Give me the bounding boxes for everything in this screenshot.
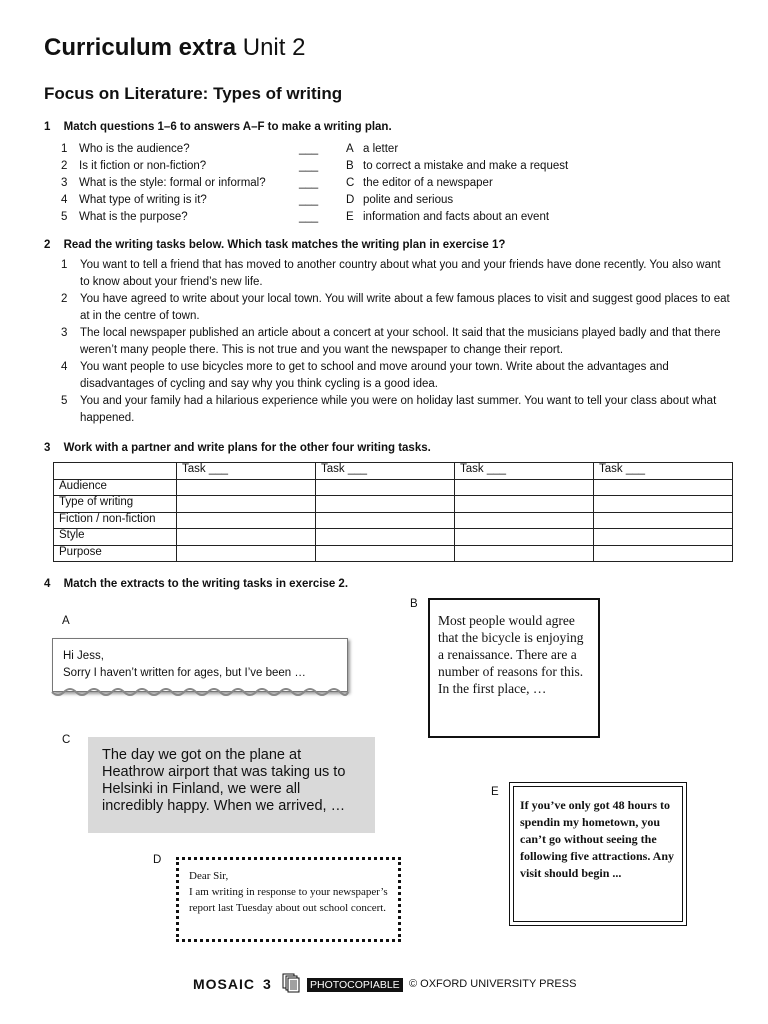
extract-c-box: The day we got on the plane at Heathrow airport that was taking us to Helsinki in Finland, we were all incredibly happy. When we arrived, … [88,737,375,833]
extract-e-label: E [491,786,499,798]
table-row [54,545,733,562]
exercise1-instruction: Match questions 1–6 to answers A–F to make a writing plan. [63,121,392,133]
publisher-credit: © OXFORD UNIVERSITY PRESS [409,978,577,990]
task-item [61,257,731,291]
table-cell[interactable] [177,545,316,562]
exercise1-list [61,141,681,226]
table-cell[interactable] [455,496,594,513]
task-item [61,359,731,393]
table-cell[interactable] [594,479,733,496]
task-number: 2 [61,293,68,305]
answer-letter: C [346,177,355,189]
task-text: The local newspaper published an article about a concert at your school. It said that the musicians played badly and that there weren’t many people there. This is not true and you want the newspaper to change their report. [80,327,721,356]
extract-a-line1: Hi Jess, [63,650,104,662]
extract-b-label: B [410,598,418,610]
table-cell[interactable] [316,529,455,546]
answer-blank[interactable]: ___ [299,143,319,155]
table-row [54,496,733,513]
exercise3-heading [44,442,431,454]
answer-text: information and facts about an event [363,211,550,223]
question-text: Who is the audience? [79,143,190,155]
extract-b-box: Most people would agree that the bicycle is enjoying a renaissance. There are a number of reasons for this. In the first place, … [428,598,600,738]
exercise2-instruction: Read the writing tasks below. Which task matches the writing plan in exercise 1? [63,239,506,251]
table-corner-cell [54,463,177,480]
brand-level: 3 [263,976,271,992]
question-number: 2 [61,160,68,172]
exercise3-instruction: Work with a partner and write plans for the other four writing tasks. [63,442,431,454]
exercise4-number: 4 [44,578,51,590]
exercise4-heading [44,578,348,590]
table-row [54,529,733,546]
writing-plan-table [53,462,733,562]
extract-d-box [176,857,401,942]
extract-d-line1: Dear Sir, [189,870,229,882]
page-subtitle: Focus on Literature: Types of writing [44,84,343,103]
row-label: Type of writing [54,496,177,513]
exercise4-instruction: Match the extracts to the writing tasks in exercise 2. [63,578,349,590]
table-cell[interactable] [177,479,316,496]
extract-e-box [509,782,687,926]
exercise1-row [61,141,681,158]
brand-name: MOSAIC [193,976,255,992]
answer-blank[interactable]: ___ [299,160,319,172]
title-bold: Curriculum extra [44,34,237,61]
exercise1-row [61,192,681,209]
extract-c-label: C [62,734,71,746]
table-cell[interactable] [316,496,455,513]
task-text: You have agreed to write about your local town. You will write about a few famous places to visit and suggest good places to eat at in the centre of town. [80,293,730,322]
extract-e-text: If you’ve only got 48 hours to spendin my hometown, you can’t go without seeing the following five attractions. Any visit should begin ... [513,786,683,922]
task-item [61,325,731,359]
answer-blank[interactable]: ___ [299,177,319,189]
table-cell[interactable] [177,512,316,529]
torn-edge-decoration [50,688,350,700]
table-header-cell[interactable]: Task ___ [455,463,594,480]
exercise2-list [61,257,731,427]
answer-letter: E [346,211,354,223]
task-item [61,393,731,427]
table-cell[interactable] [316,512,455,529]
row-label: Audience [54,479,177,496]
exercise2-number: 2 [44,239,51,251]
answer-text: a letter [363,143,399,155]
extract-a-line2: Sorry I haven’t written for ages, but I’ve been … [63,667,306,679]
question-number: 5 [61,211,68,223]
exercise1-row [61,158,681,175]
question-number: 1 [61,143,68,155]
answer-blank[interactable]: ___ [299,194,319,206]
answer-blank[interactable]: ___ [299,211,319,223]
question-number: 3 [61,177,68,189]
answer-letter: A [346,143,354,155]
question-number: 4 [61,194,68,206]
extract-d-line2: I am writing in response to your newspaper’s report last Tuesday about out school concert. [189,886,388,914]
task-text: You and your family had a hilarious experience while you were on holiday last summer. You want to tell your class about what happened. [80,395,717,424]
table-cell[interactable] [455,529,594,546]
row-label: Purpose [54,545,177,562]
table-cell[interactable] [455,512,594,529]
table-row [54,479,733,496]
table-cell[interactable] [177,529,316,546]
extract-a-box [52,638,348,692]
answer-text: to correct a mistake and make a request [363,160,569,172]
question-text: Is it fiction or non-fiction? [79,160,207,172]
question-text: What is the purpose? [79,211,188,223]
answer-letter: B [346,160,354,172]
task-text: You want people to use bicycles more to get to school and move around your town. Write about the advantages and disadvantages of cycling and say why you think cycling is a good idea. [80,361,669,390]
extract-a-label: A [62,615,70,627]
exercise1-row [61,209,681,226]
table-cell[interactable] [594,545,733,562]
extract-d-label: D [153,854,162,866]
answer-letter: D [346,194,355,206]
task-item [61,291,731,325]
table-row [54,512,733,529]
exercise3-number: 3 [44,442,51,454]
question-text: What is the style: formal or informal? [79,177,266,189]
table-cell[interactable] [177,496,316,513]
task-number: 5 [61,395,68,407]
task-number: 3 [61,327,68,339]
table-cell[interactable] [594,512,733,529]
answer-text: the editor of a newspaper [363,177,493,189]
task-number: 1 [61,259,68,271]
row-label: Fiction / non-fiction [54,512,177,529]
table-header-cell[interactable]: Task ___ [594,463,733,480]
photocopiable-badge: PHOTOCOPIABLE [307,978,403,992]
table-cell[interactable] [316,479,455,496]
table-cell[interactable] [594,496,733,513]
question-text: What type of writing is it? [79,194,207,206]
table-cell[interactable] [455,545,594,562]
exercise1-heading [44,121,392,133]
exercise2-heading [44,239,505,251]
table-header-row [54,463,733,480]
title-unit: Unit 2 [236,34,306,61]
exercise1-row [61,175,681,192]
table-cell[interactable] [594,529,733,546]
table-header-cell[interactable]: Task ___ [177,463,316,480]
answer-text: polite and serious [363,194,454,206]
task-text: You want to tell a friend that has moved to another country about what you and your friends have done recently. You also want to know about your friend’s new life. [80,259,721,288]
page-title [44,34,305,62]
table-header-cell[interactable]: Task ___ [316,463,455,480]
photocopy-icon [282,973,300,993]
table-cell[interactable] [455,479,594,496]
row-label: Style [54,529,177,546]
table-cell[interactable] [316,545,455,562]
task-number: 4 [61,361,68,373]
exercise1-number: 1 [44,121,51,133]
